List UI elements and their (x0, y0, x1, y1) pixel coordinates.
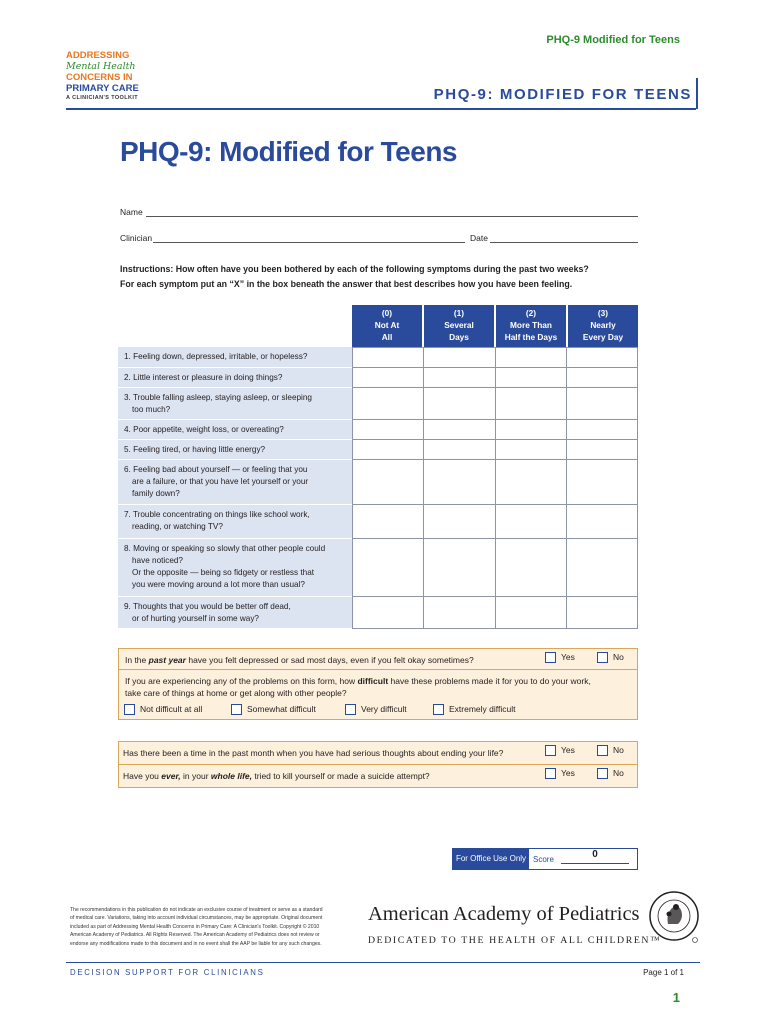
past-year-yes-checkbox[interactable] (545, 652, 556, 663)
symptom-label: 5. Feeling tired, or having little energy? (118, 440, 352, 460)
past-year-emphasis: past year (148, 655, 186, 665)
past-year-difficulty-box (118, 648, 638, 720)
symptom-label (118, 460, 352, 505)
instructions-line-1: Instructions: How often have you been bothered by each of the following symptoms during the past two weeks? (120, 264, 589, 274)
office-use-label: For Office Use Only (453, 849, 529, 869)
option-label: Yes (561, 768, 575, 778)
suicide-questions-box (118, 741, 638, 788)
column-code: (3) (597, 308, 609, 318)
suicide-question-1: Has there been a time in the past month when you have had serious thoughts about ending your life? (123, 748, 504, 758)
difficulty-emphasis: difficult (357, 676, 389, 686)
extremely-difficult-option[interactable] (433, 704, 515, 715)
suicide-q2-no-option[interactable] (597, 768, 624, 779)
instructions (120, 262, 640, 292)
column-label-line: Not At (374, 320, 400, 330)
logo-line-2: Mental Health (66, 61, 136, 72)
extremely-difficult-checkbox[interactable] (433, 704, 444, 715)
symptom-label: 4. Poor appetite, weight loss, or overeating? (118, 420, 352, 440)
running-header: PHQ-9 Modified for Teens (546, 34, 680, 46)
symptom-line: Or the opposite — being so fidgety or restless that (132, 568, 315, 577)
symptom-line: 7. Trouble concentrating on things like school work, (124, 510, 310, 519)
footer-divider (66, 962, 700, 963)
office-use-box (452, 848, 638, 870)
page-number: 1 (672, 990, 680, 1005)
option-label: No (613, 768, 624, 778)
logo-line-3: CONCERNS IN (66, 72, 133, 83)
column-label-line: Every Day (582, 332, 624, 342)
disclaimer (70, 906, 350, 948)
column-label-line: More Than (510, 320, 552, 330)
page-title: PHQ-9: Modified for Teens (120, 136, 457, 167)
header-divider-vertical (696, 78, 698, 109)
symptom-label (118, 597, 352, 629)
suicide-question-2 (123, 771, 430, 781)
column-code: (0) (381, 308, 393, 318)
symptom-label (118, 505, 352, 539)
aap-seal-icon (648, 890, 700, 944)
past-year-text: have you felt depressed or sad most days, even if you felt okay sometimes? (185, 655, 474, 665)
past-year-question (125, 655, 474, 665)
option-label: No (613, 652, 624, 662)
option-label: Very difficult (361, 704, 407, 714)
suicide-q1-yes-option[interactable] (545, 745, 575, 756)
column-label-line: Nearly (590, 320, 616, 330)
suicide-text: tried to kill yourself or made a suicide attempt? (252, 771, 430, 781)
symptom-line: you were moving around a lot more than usual? (132, 580, 305, 589)
column-header-several-days (424, 305, 494, 347)
difficulty-question (125, 675, 591, 699)
suicide-q1-no-option[interactable] (597, 745, 624, 756)
disclaimer-line: The recommendations in this publication do not indicate an exclusive course of treatment or serve as a standard (70, 907, 323, 913)
header-title: PHQ-9: MODIFIED FOR TEENS (433, 86, 692, 103)
very-difficult-checkbox[interactable] (345, 704, 356, 715)
suicide-emphasis: ever, (161, 771, 181, 781)
suicide-q2-no-checkbox[interactable] (597, 768, 608, 779)
suicide-q2-yes-option[interactable] (545, 768, 575, 779)
logo-line-5: A CLINICIAN'S TOOLKIT (66, 95, 139, 101)
disclaimer-line: included as part of Addressing Mental Health Concerns in Primary Care: A Clinician's Toolkit. Copyright © 2010 (70, 923, 320, 930)
column-header-more-than-half (496, 305, 566, 347)
difficulty-text: If you are experiencing any of the problems on this form, how (125, 676, 358, 686)
past-year-no-option[interactable] (597, 652, 624, 663)
suicide-emphasis: whole life, (210, 771, 253, 781)
column-header-not-at-all (352, 305, 422, 347)
option-label: Yes (561, 652, 575, 662)
disclaimer-line: American Academy of Pediatrics. All Rights Reserved. The American Academy of Pediatrics does not review or (70, 932, 320, 939)
date-label: Date (470, 233, 488, 243)
suicide-q2-yes-checkbox[interactable] (545, 768, 556, 779)
difficulty-text: have these problems made it for you to do your work, (388, 676, 591, 686)
somewhat-difficult-option[interactable] (231, 704, 316, 715)
symptom-label: 2. Little interest or pleasure in doing things? (118, 368, 352, 388)
option-label: Yes (561, 745, 575, 755)
date-field[interactable] (490, 235, 638, 243)
column-code: (2) (525, 308, 537, 318)
column-header-nearly-every-day (568, 305, 638, 347)
symptom-line: have noticed? (132, 556, 183, 565)
difficulty-text: take care of things at home or get along with other people? (125, 688, 347, 698)
name-label: Name (120, 207, 143, 217)
past-year-yes-option[interactable] (545, 652, 575, 663)
symptom-label (118, 388, 352, 420)
score-value[interactable]: 0 (592, 849, 598, 860)
option-label: Not difficult at all (140, 704, 203, 714)
suicide-q1-yes-checkbox[interactable] (545, 745, 556, 756)
symptom-line: 6. Feeling bad about yourself — or feeling that you (124, 465, 308, 474)
not-difficult-option[interactable] (124, 704, 202, 715)
symptom-line: 9. Thoughts that you would be better off dead, (124, 602, 291, 611)
symptom-line: 3. Trouble falling asleep, staying asleep, or sleeping (124, 393, 312, 402)
option-label: Extremely difficult (449, 704, 516, 714)
logo-line-1: ADDRESSING (66, 50, 130, 61)
suicide-q1-no-checkbox[interactable] (597, 745, 608, 756)
clinician-field[interactable] (153, 235, 465, 243)
disclaimer-line: endorse any modifications made to this document and in no event shall the AAP be liable for any such changes. (70, 940, 322, 947)
symptom-line: 8. Moving or speaking so slowly that other people could (124, 544, 326, 553)
past-year-text: In the (125, 655, 149, 665)
score-underline (561, 863, 629, 864)
symptom-line: reading, or watching TV? (132, 522, 223, 531)
score-label: Score (533, 855, 554, 864)
page-of-label: Page 1 of 1 (643, 968, 684, 977)
disclaimer-line: of medical care. Variations, taking into account individual circumstances, may be appropriate. Original document (70, 915, 323, 922)
option-label: Somewhat difficult (247, 704, 316, 714)
column-label-line: Half the Days (504, 332, 558, 342)
symptom-line: too much? (132, 405, 171, 414)
instructions-line-2: For each symptom put an “X” in the box beneath the answer that best describes how you have been feeling. (120, 279, 573, 289)
somewhat-difficult-checkbox[interactable] (231, 704, 242, 715)
symptom-label (118, 539, 352, 597)
decision-support-label: DECISION SUPPORT FOR CLINICIANS (70, 968, 265, 977)
symptom-line: or of hurting yourself in some way? (132, 614, 259, 623)
answer-grid-frame (352, 347, 638, 629)
very-difficult-option[interactable] (345, 704, 407, 715)
past-year-no-checkbox[interactable] (597, 652, 608, 663)
symptom-label: 1. Feeling down, depressed, irritable, or hopeless? (118, 347, 352, 368)
column-label-line: Several (444, 320, 474, 330)
box-divider (119, 669, 637, 670)
not-difficult-checkbox[interactable] (124, 704, 135, 715)
aap-tagline: DEDICATED TO THE HEALTH OF ALL CHILDREN™ (368, 935, 662, 946)
option-label: No (613, 745, 624, 755)
column-label-line: All (381, 332, 393, 342)
header-divider (66, 108, 696, 110)
suicide-text: Have you (123, 771, 162, 781)
column-label-line: Days (449, 332, 469, 342)
symptom-line: are a failure, or that you have let yourself or your (132, 477, 309, 486)
logo-line-4: PRIMARY CARE (66, 83, 139, 94)
clinician-label: Clinician (120, 233, 153, 243)
suicide-text: in your (180, 771, 211, 781)
aap-name: American Academy of Pediatrics (368, 903, 640, 925)
name-field[interactable] (146, 209, 638, 217)
column-code: (1) (453, 308, 465, 318)
box-divider (119, 764, 637, 765)
symptom-line: family down? (132, 489, 180, 498)
